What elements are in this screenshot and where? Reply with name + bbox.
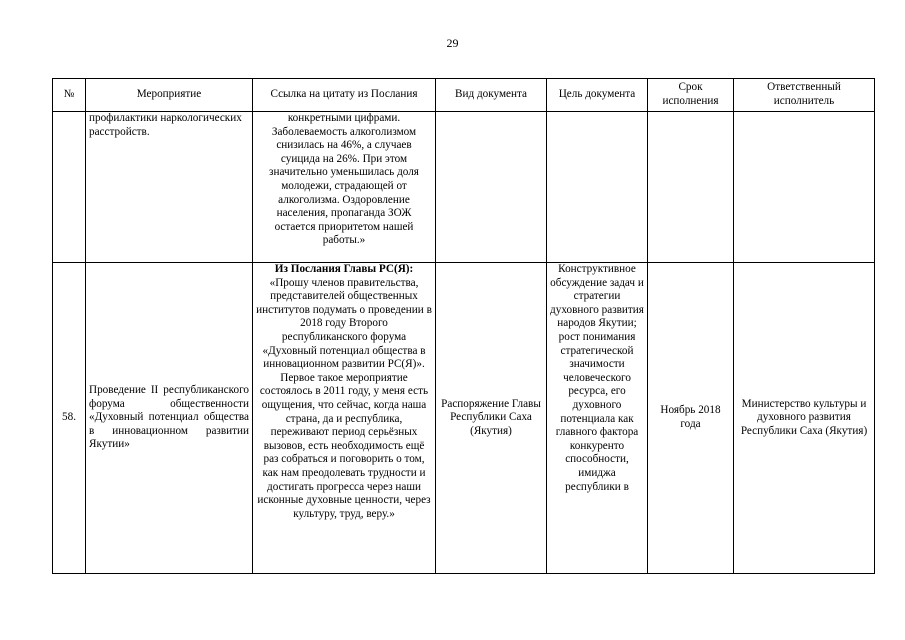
table-row-continued bbox=[53, 112, 875, 263]
header-num: № bbox=[53, 79, 86, 112]
cell-num bbox=[53, 112, 86, 263]
table-row-58 bbox=[53, 263, 875, 574]
cell-event: Проведение II республиканского форума общественности «Духовный потенциал общества в инновационном развитии Якутии» bbox=[86, 263, 253, 574]
header-doc-type: Вид документа bbox=[436, 79, 547, 112]
cell-doc-goal: Конструктивное обсуждение задач и стратегии духовного развития народов Якутии; рост понимания стратегической значимости человеческого ресурса, его духовного потенциала как главного фактора конкуренто способности, имиджа республики в bbox=[547, 263, 648, 574]
cell-doc-type: Распоряжение Главы Республики Саха (Якутия) bbox=[436, 263, 547, 574]
cell-responsible: Министерство культуры и духовного развития Республики Саха (Якутия) bbox=[734, 263, 875, 574]
cell-quote: конкретными цифрами. Заболеваемость алкоголизмом снизилась на 46%, а случаев суицида на 26%. При этом значительно уменьшилась доля молодежи, страдающей от алкоголизма. Оздоровление населения, пропаганда ЗОЖ остается приоритетом нашей работы.» bbox=[253, 112, 436, 263]
cell-deadline bbox=[648, 112, 734, 263]
header-doc-goal: Цель документа bbox=[547, 79, 648, 112]
table-header-row bbox=[53, 79, 875, 112]
header-event: Мероприятие bbox=[86, 79, 253, 112]
quote-heading: Из Послания Главы РС(Я): bbox=[274, 263, 414, 275]
header-responsible: Ответственный исполнитель bbox=[734, 79, 875, 112]
header-quote: Ссылка на цитату из Послания bbox=[253, 79, 436, 112]
events-table bbox=[52, 78, 875, 574]
cell-responsible bbox=[734, 112, 875, 263]
header-deadline: Срок исполнения bbox=[648, 79, 734, 112]
cell-doc-type bbox=[436, 112, 547, 263]
cell-num: 58. bbox=[53, 263, 86, 574]
cell-event: профилактики наркологических расстройств. bbox=[86, 112, 253, 263]
cell-quote bbox=[253, 263, 436, 574]
page-number: 29 bbox=[446, 36, 459, 50]
cell-doc-goal bbox=[547, 112, 648, 263]
quote-body: «Прошу членов правительства, представителей общественных институтов подумать о проведении в 2018 году Второго республиканского форума «Духовный потенциал общества в инновационном развитии РС(Я)». Первое такое мероприятие состоялось в 2011 году, у меня есть ощущения, что сейчас, когда наша страна, да и республика, переживают период серьёзных вызовов, есть необходимость ещё раз собраться и поговорить о том, как нам преодолевать трудности и достигать прогресса через наши исконные духовные ценности, через культуру, труд, веру.» bbox=[256, 276, 432, 520]
cell-deadline: Ноябрь 2018 года bbox=[648, 263, 734, 574]
